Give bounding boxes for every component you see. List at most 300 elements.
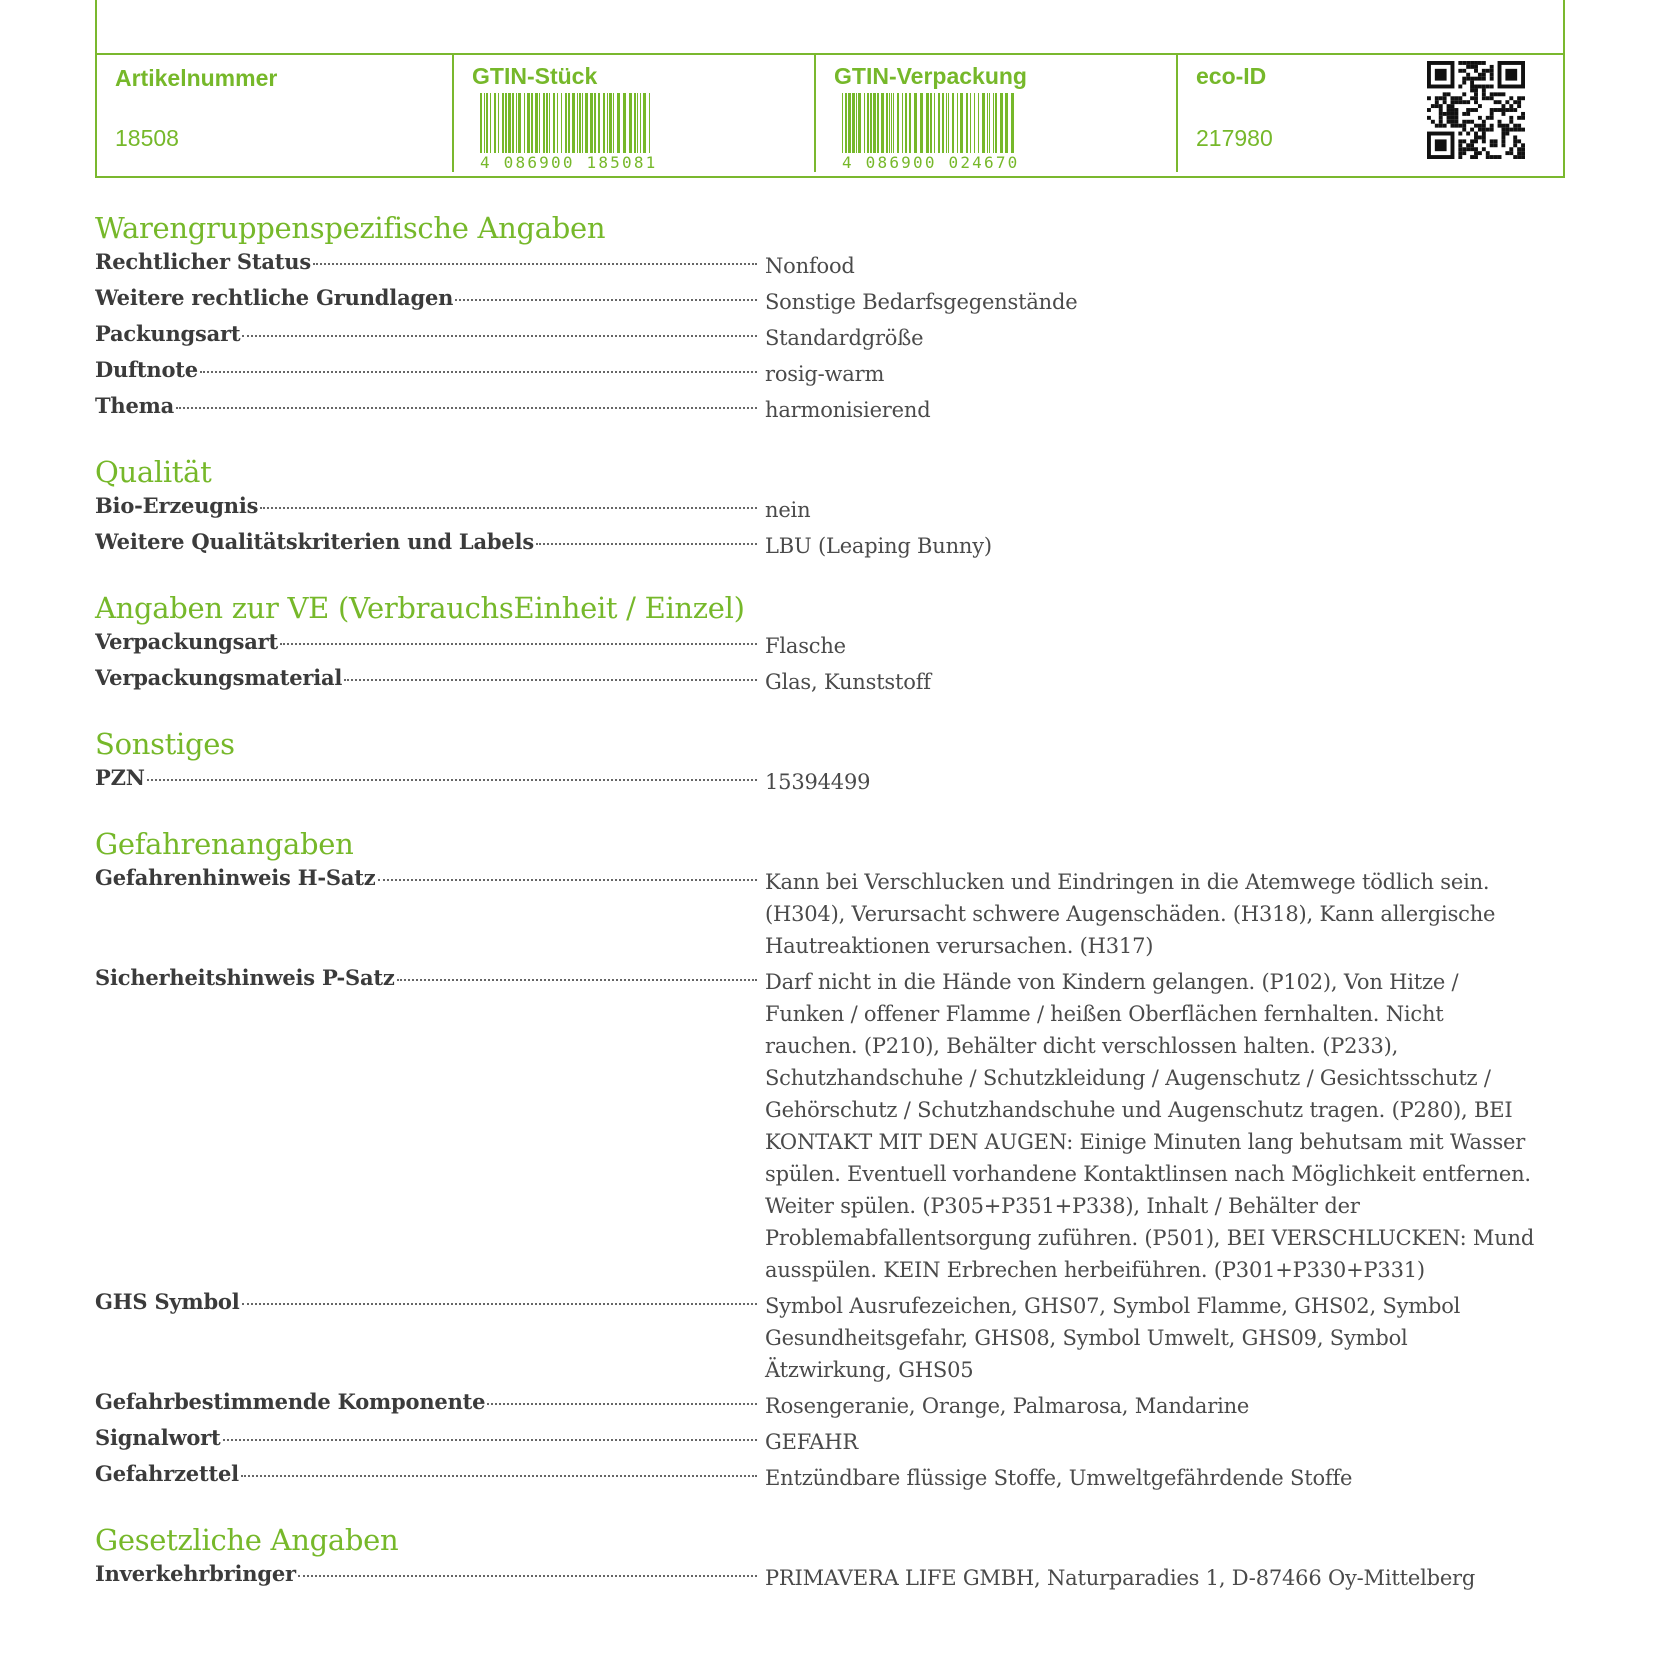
- barcode-bar: [524, 93, 525, 159]
- qr-module: [1517, 124, 1521, 128]
- qr-module: [1490, 85, 1494, 89]
- qr-module: [1482, 128, 1486, 132]
- qr-module: [1498, 108, 1502, 112]
- qr-module: [1427, 108, 1431, 112]
- barcode-bar: [995, 93, 997, 159]
- barcode-bar: [498, 93, 499, 159]
- barcode-bar: [549, 93, 550, 159]
- barcode-bar: [852, 93, 855, 159]
- qr-module: [1435, 124, 1439, 128]
- detail-value: Sonstige Bedarfsgegenstände: [765, 290, 1078, 314]
- dot-leader: [313, 263, 757, 265]
- qr-module: [1482, 92, 1486, 96]
- barcode-bar: [643, 93, 646, 159]
- qr-module: [1462, 120, 1466, 124]
- qr-module: [1517, 147, 1521, 151]
- qr-module: [1443, 100, 1447, 104]
- barcode-bar: [486, 93, 488, 159]
- gtin-stueck-digits: 4 086900 185081: [480, 153, 658, 172]
- barcode-bar: [607, 93, 608, 159]
- qr-module: [1478, 135, 1482, 139]
- detail-row: [95, 962, 1555, 1286]
- section-title: Sonstiges: [95, 727, 235, 761]
- qr-module: [1462, 128, 1466, 132]
- barcode-bar: [982, 93, 985, 159]
- qr-module: [1466, 100, 1470, 104]
- qr-module: [1458, 132, 1462, 136]
- qr-module: [1466, 147, 1470, 151]
- qr-module: [1478, 73, 1482, 77]
- barcode-bar: [942, 93, 944, 159]
- dot-leader: [242, 1303, 757, 1305]
- detail-row: [95, 318, 1555, 354]
- qr-module: [1494, 143, 1498, 147]
- qr-module: [1501, 135, 1505, 139]
- qr-module: [1490, 69, 1494, 73]
- barcode-bar: [490, 93, 491, 159]
- qr-module: [1462, 81, 1466, 85]
- qr-module: [1462, 92, 1466, 96]
- barcode-bar: [881, 93, 884, 159]
- eco-id-label: eco-ID: [1196, 63, 1267, 89]
- barcode-bar: [623, 93, 626, 159]
- detail-row: [95, 282, 1555, 318]
- barcode-bar: [856, 93, 857, 159]
- qr-module: [1474, 65, 1478, 69]
- qr-module: [1427, 116, 1431, 120]
- qr-module: [1462, 69, 1466, 73]
- barcode-bar: [594, 93, 596, 159]
- detail-value: Symbol Ausrufezeichen, GHS07, Symbol Flamme, GHS02, Symbol Gesundheitsgefahr, GHS08, Symbol Umwelt, GHS09, Symbol Ätzwirkung, GHS05: [765, 1294, 1461, 1382]
- qr-module: [1454, 108, 1458, 112]
- qr-module: [1474, 155, 1478, 159]
- qr-module: [1509, 147, 1513, 151]
- qr-module: [1482, 77, 1486, 81]
- detail-row: [95, 762, 1555, 798]
- qr-module: [1486, 128, 1490, 132]
- qr-module: [1498, 120, 1502, 124]
- barcode-bar: [531, 93, 533, 159]
- qr-module: [1505, 100, 1509, 104]
- qr-module: [1521, 116, 1525, 120]
- dot-leader: [344, 679, 757, 681]
- qr-module: [1494, 155, 1498, 159]
- barcode-bar: [502, 93, 504, 159]
- qr-module: [1486, 151, 1490, 155]
- barcode-bar: [902, 93, 903, 159]
- qr-module: [1474, 92, 1478, 96]
- qr-module: [1451, 112, 1455, 116]
- section-title: Angaben zur VE (VerbrauchsEinheit / Einzel): [95, 591, 745, 625]
- dot-leader: [397, 979, 757, 981]
- section-title: Warengruppenspezifische Angaben: [95, 211, 606, 245]
- qr-module: [1521, 151, 1525, 155]
- qr-module: [1521, 96, 1525, 100]
- qr-module: [1501, 143, 1505, 147]
- qr-module: [1466, 143, 1470, 147]
- eco-id-cell: [1176, 55, 1565, 172]
- section: [95, 454, 1555, 562]
- qr-module: [1517, 151, 1521, 155]
- qr-code-icon: [1427, 61, 1525, 159]
- qr-module: [1482, 85, 1486, 89]
- barcode-bar: [978, 93, 979, 159]
- dot-leader: [200, 371, 757, 373]
- qr-module: [1494, 92, 1498, 96]
- detail-label: Verpackungsmaterial: [95, 665, 343, 690]
- barcode-icon: [842, 93, 1022, 172]
- qr-module: [1470, 139, 1474, 143]
- qr-module: [1486, 155, 1490, 159]
- qr-module: [1509, 151, 1513, 155]
- qr-module: [1474, 96, 1478, 100]
- qr-module: [1462, 151, 1466, 155]
- detail-row: [95, 354, 1555, 390]
- qr-module: [1431, 104, 1435, 108]
- qr-module: [1517, 116, 1521, 120]
- artikelnummer-value: 18508: [115, 125, 179, 151]
- qr-module: [1458, 61, 1462, 65]
- qr-module: [1505, 69, 1517, 81]
- qr-module: [1474, 85, 1478, 89]
- barcode-bar: [557, 93, 558, 159]
- qr-module: [1458, 151, 1462, 155]
- qr-module: [1451, 124, 1455, 128]
- barcode-bar: [920, 93, 923, 159]
- qr-module: [1482, 132, 1486, 136]
- detail-value: Entzündbare flüssige Stoffe, Umweltgefährdende Stoffe: [765, 1466, 1353, 1490]
- qr-module: [1470, 88, 1474, 92]
- detail-value: PRIMAVERA LIFE GMBH, Naturparadies 1, D-87466 Oy-Mittelberg: [765, 1566, 1476, 1590]
- barcode-bar: [568, 93, 570, 159]
- qr-module: [1458, 124, 1462, 128]
- barcode-bar: [893, 93, 894, 159]
- dot-leader: [242, 335, 757, 337]
- qr-module: [1458, 69, 1462, 73]
- qr-module: [1435, 104, 1439, 108]
- qr-module: [1490, 116, 1494, 120]
- detail-label: Gefahrzettel: [95, 1461, 239, 1486]
- barcode-bar: [1005, 93, 1008, 159]
- product-id-box: [95, 0, 1565, 178]
- qr-module: [1470, 81, 1474, 85]
- dot-leader: [298, 1575, 757, 1577]
- qr-module: [1474, 132, 1478, 136]
- qr-module: [1435, 100, 1439, 104]
- detail-label: Weitere Qualitätskriterien und Labels: [95, 529, 534, 554]
- qr-module: [1451, 100, 1455, 104]
- qr-module: [1470, 108, 1474, 112]
- barcode-bar: [539, 93, 540, 159]
- qr-module: [1509, 96, 1513, 100]
- qr-module: [1470, 85, 1474, 89]
- qr-module: [1447, 112, 1451, 116]
- qr-module: [1478, 85, 1482, 89]
- detail-value: rosig-warm: [765, 362, 885, 386]
- barcode-bar: [905, 93, 907, 159]
- qr-module: [1439, 104, 1443, 108]
- qr-module: [1458, 147, 1462, 151]
- qr-module: [1447, 92, 1451, 96]
- qr-module: [1478, 77, 1482, 81]
- barcode-bar: [909, 93, 911, 159]
- dot-leader: [176, 407, 757, 409]
- barcode-bar: [993, 93, 994, 159]
- qr-module: [1466, 132, 1470, 136]
- barcode-bar: [508, 93, 511, 159]
- qr-module: [1509, 120, 1513, 124]
- barcode-bar: [870, 93, 872, 159]
- qr-module: [1513, 135, 1517, 139]
- qr-module: [1474, 100, 1478, 104]
- barcode-bar: [926, 93, 929, 159]
- qr-module: [1470, 120, 1474, 124]
- section-title: Qualität: [95, 455, 212, 489]
- qr-module: [1494, 139, 1498, 143]
- barcode-bar: [603, 93, 605, 159]
- qr-module: [1509, 108, 1513, 112]
- barcode-bar: [946, 93, 947, 159]
- eco-id-value: 217980: [1196, 125, 1273, 151]
- barcode-bar: [518, 93, 521, 159]
- qr-module: [1501, 132, 1505, 136]
- qr-module: [1498, 124, 1502, 128]
- qr-module: [1458, 155, 1462, 159]
- detail-value: Kann bei Verschlucken und Eindringen in die Atemwege tödlich sein. (H304), Verursacht schwere Augenschäden. (H318), Kann allergische Hautreaktionen verursachen. (H317): [765, 870, 1496, 958]
- detail-label: Signalwort: [95, 1425, 221, 1450]
- qr-module: [1474, 147, 1478, 151]
- qr-module: [1482, 96, 1486, 100]
- qr-module: [1462, 77, 1466, 81]
- detail-label: Verpackungsart: [95, 629, 279, 654]
- qr-module: [1470, 128, 1474, 132]
- qr-module: [1490, 73, 1494, 77]
- barcode-bar: [579, 93, 581, 159]
- barcode-bar: [480, 93, 482, 159]
- qr-module: [1462, 61, 1466, 65]
- qr-module: [1443, 96, 1447, 100]
- dot-leader: [147, 779, 757, 781]
- barcode-bar: [553, 93, 555, 159]
- barcode-bar: [914, 93, 917, 159]
- qr-module: [1462, 100, 1466, 104]
- detail-value: Flasche: [765, 634, 846, 658]
- qr-module: [1498, 92, 1502, 96]
- qr-module: [1482, 120, 1486, 124]
- barcode-bar: [543, 93, 545, 159]
- qr-module: [1474, 135, 1478, 139]
- qr-module: [1451, 104, 1455, 108]
- detail-row: [95, 490, 1555, 526]
- detail-row: [95, 1386, 1555, 1422]
- section: [95, 590, 1555, 698]
- qr-module: [1443, 112, 1447, 116]
- qr-module: [1447, 120, 1451, 124]
- qr-module: [1505, 124, 1509, 128]
- qr-module: [1466, 61, 1470, 65]
- qr-module: [1501, 104, 1505, 108]
- qr-module: [1470, 77, 1474, 81]
- detail-label: Sicherheitshinweis P-Satz: [95, 965, 395, 990]
- detail-row: [95, 1558, 1555, 1594]
- section: [95, 726, 1555, 798]
- qr-module: [1478, 61, 1482, 65]
- qr-module: [1443, 124, 1447, 128]
- qr-module: [1458, 96, 1462, 100]
- detail-value: harmonisierend: [765, 398, 931, 422]
- qr-module: [1454, 112, 1458, 116]
- qr-module: [1470, 65, 1474, 69]
- qr-module: [1505, 132, 1509, 136]
- qr-module: [1482, 124, 1486, 128]
- detail-row: [95, 390, 1555, 426]
- qr-module: [1482, 88, 1486, 92]
- detail-value: LBU (Leaping Bunny): [765, 534, 992, 558]
- qr-module: [1505, 108, 1509, 112]
- qr-module: [1478, 104, 1482, 108]
- barcode-bar: [649, 93, 650, 159]
- qr-module: [1474, 69, 1478, 73]
- qr-module: [1470, 96, 1474, 100]
- barcode-bar: [858, 93, 861, 159]
- section-title: Gefahrenangaben: [95, 827, 354, 861]
- qr-module: [1470, 147, 1474, 151]
- qr-module: [1498, 100, 1502, 104]
- qr-module: [1513, 155, 1517, 159]
- detail-value: GEFAHR: [765, 1430, 858, 1454]
- qr-module: [1513, 100, 1517, 104]
- qr-module: [1498, 155, 1502, 159]
- qr-module: [1474, 88, 1478, 92]
- qr-module: [1435, 69, 1447, 81]
- qr-module: [1494, 100, 1498, 104]
- qr-module: [1447, 108, 1451, 112]
- qr-module: [1478, 124, 1482, 128]
- qr-module: [1509, 128, 1513, 132]
- barcode-bar: [934, 93, 935, 159]
- section: [95, 1522, 1555, 1594]
- qr-module: [1517, 139, 1521, 143]
- barcode-bar: [930, 93, 932, 159]
- qr-module: [1474, 139, 1478, 143]
- qr-module: [1501, 112, 1505, 116]
- detail-value: Darf nicht in die Hände von Kindern gelangen. (P102), Von Hitze / Funken / offener Flamme / heißen Oberflächen fernhalten. Nicht rauchen. (P210), Behälter dicht verschlossen halten. (P233), Schutzhandschuhe / Schutzkleidung / Augenschutz / Gesichtsschutz / Gehörschutz / Schutzhandschuhe und Augenschutz tragen. (P280), BEI KONTAKT MIT DEN AUGEN: Einige Minuten lang behutsam mit Wasser spülen. Eventuell vorhandene Kontaktlinsen nach Möglichkeit entfernen. Weiter spülen. (P305+P351+P338), Inhalt / Behälter der Problemabfallentsorgung zuführen. (P501), BEI VERSCHLUCKEN: Mund ausspülen. KEIN Erbrechen herbeiführen. (P301+P330+P331): [765, 970, 1535, 1282]
- barcode-bar: [989, 93, 990, 159]
- detail-row: [95, 526, 1555, 562]
- barcode-bar: [582, 93, 583, 159]
- qr-module: [1458, 143, 1462, 147]
- barcode-bar: [634, 93, 636, 159]
- qr-module: [1427, 96, 1431, 100]
- detail-label: Gefahrbestimmende Komponente: [95, 1389, 486, 1414]
- qr-module: [1486, 69, 1490, 73]
- qr-module: [1521, 112, 1525, 116]
- barcode-bar: [974, 93, 975, 159]
- qr-module: [1447, 116, 1451, 120]
- barcode-bar: [960, 93, 963, 159]
- qr-module: [1451, 120, 1455, 124]
- detail-value: Rosengeranie, Orange, Palmarosa, Mandarine: [765, 1394, 1250, 1418]
- barcode-bar: [535, 93, 538, 159]
- barcode-bar: [585, 93, 588, 159]
- barcode-bar: [484, 93, 485, 159]
- detail-label: GHS Symbol: [95, 1289, 240, 1314]
- qr-module: [1513, 124, 1517, 128]
- qr-module: [1474, 108, 1478, 112]
- barcode-bar: [561, 93, 562, 159]
- qr-module: [1466, 73, 1470, 77]
- qr-module: [1517, 128, 1521, 132]
- barcode-bar: [577, 93, 578, 159]
- barcode-bar: [640, 93, 641, 159]
- barcode-bar: [629, 93, 632, 159]
- detail-row: [95, 662, 1555, 698]
- detail-label: Rechtlicher Status: [95, 249, 311, 274]
- qr-module: [1490, 77, 1494, 81]
- qr-module: [1521, 143, 1525, 147]
- qr-module: [1470, 155, 1474, 159]
- qr-module: [1470, 143, 1474, 147]
- barcode-bar: [938, 93, 940, 159]
- qr-module: [1454, 96, 1458, 100]
- qr-module: [1458, 100, 1462, 104]
- qr-module: [1458, 85, 1462, 89]
- qr-module: [1490, 155, 1494, 159]
- barcode-bar: [1000, 93, 1003, 159]
- qr-module: [1509, 116, 1513, 120]
- detail-row: [95, 246, 1555, 282]
- qr-module: [1478, 116, 1482, 120]
- barcode-bar: [613, 93, 614, 159]
- barcode-bar: [845, 93, 847, 159]
- qr-module: [1505, 151, 1509, 155]
- gtin-stueck-cell: [452, 55, 814, 172]
- detail-row: [95, 626, 1555, 662]
- qr-module: [1466, 77, 1470, 81]
- detail-value: 15394499: [765, 770, 871, 794]
- barcode-bar: [970, 93, 971, 159]
- barcode-bar: [897, 93, 899, 159]
- barcode-bar: [527, 93, 530, 159]
- qr-module: [1478, 128, 1482, 132]
- gtin-verpackung-label: GTIN-Verpackung: [834, 63, 1027, 89]
- qr-module: [1447, 104, 1451, 108]
- detail-value: nein: [765, 498, 811, 522]
- dot-leader: [241, 1475, 757, 1477]
- qr-module: [1509, 104, 1513, 108]
- qr-module: [1521, 147, 1525, 151]
- qr-module: [1513, 143, 1517, 147]
- qr-module: [1454, 100, 1458, 104]
- barcode-bar: [572, 93, 575, 159]
- qr-module: [1517, 104, 1521, 108]
- barcode-bar: [886, 93, 888, 159]
- barcode-bar: [948, 93, 949, 159]
- detail-value: Glas, Kunststoff: [765, 670, 931, 694]
- detail-row: [95, 1422, 1555, 1458]
- product-details: [95, 210, 1555, 1622]
- barcode-bar: [1011, 93, 1014, 159]
- qr-module: [1490, 139, 1494, 143]
- dot-leader: [260, 507, 757, 509]
- qr-module: [1443, 92, 1447, 96]
- qr-module: [1490, 128, 1494, 132]
- qr-module: [1490, 124, 1494, 128]
- detail-label: Inverkehrbringer: [95, 1561, 296, 1586]
- qr-module: [1454, 120, 1458, 124]
- barcode-bar: [867, 93, 869, 159]
- qr-module: [1470, 61, 1474, 65]
